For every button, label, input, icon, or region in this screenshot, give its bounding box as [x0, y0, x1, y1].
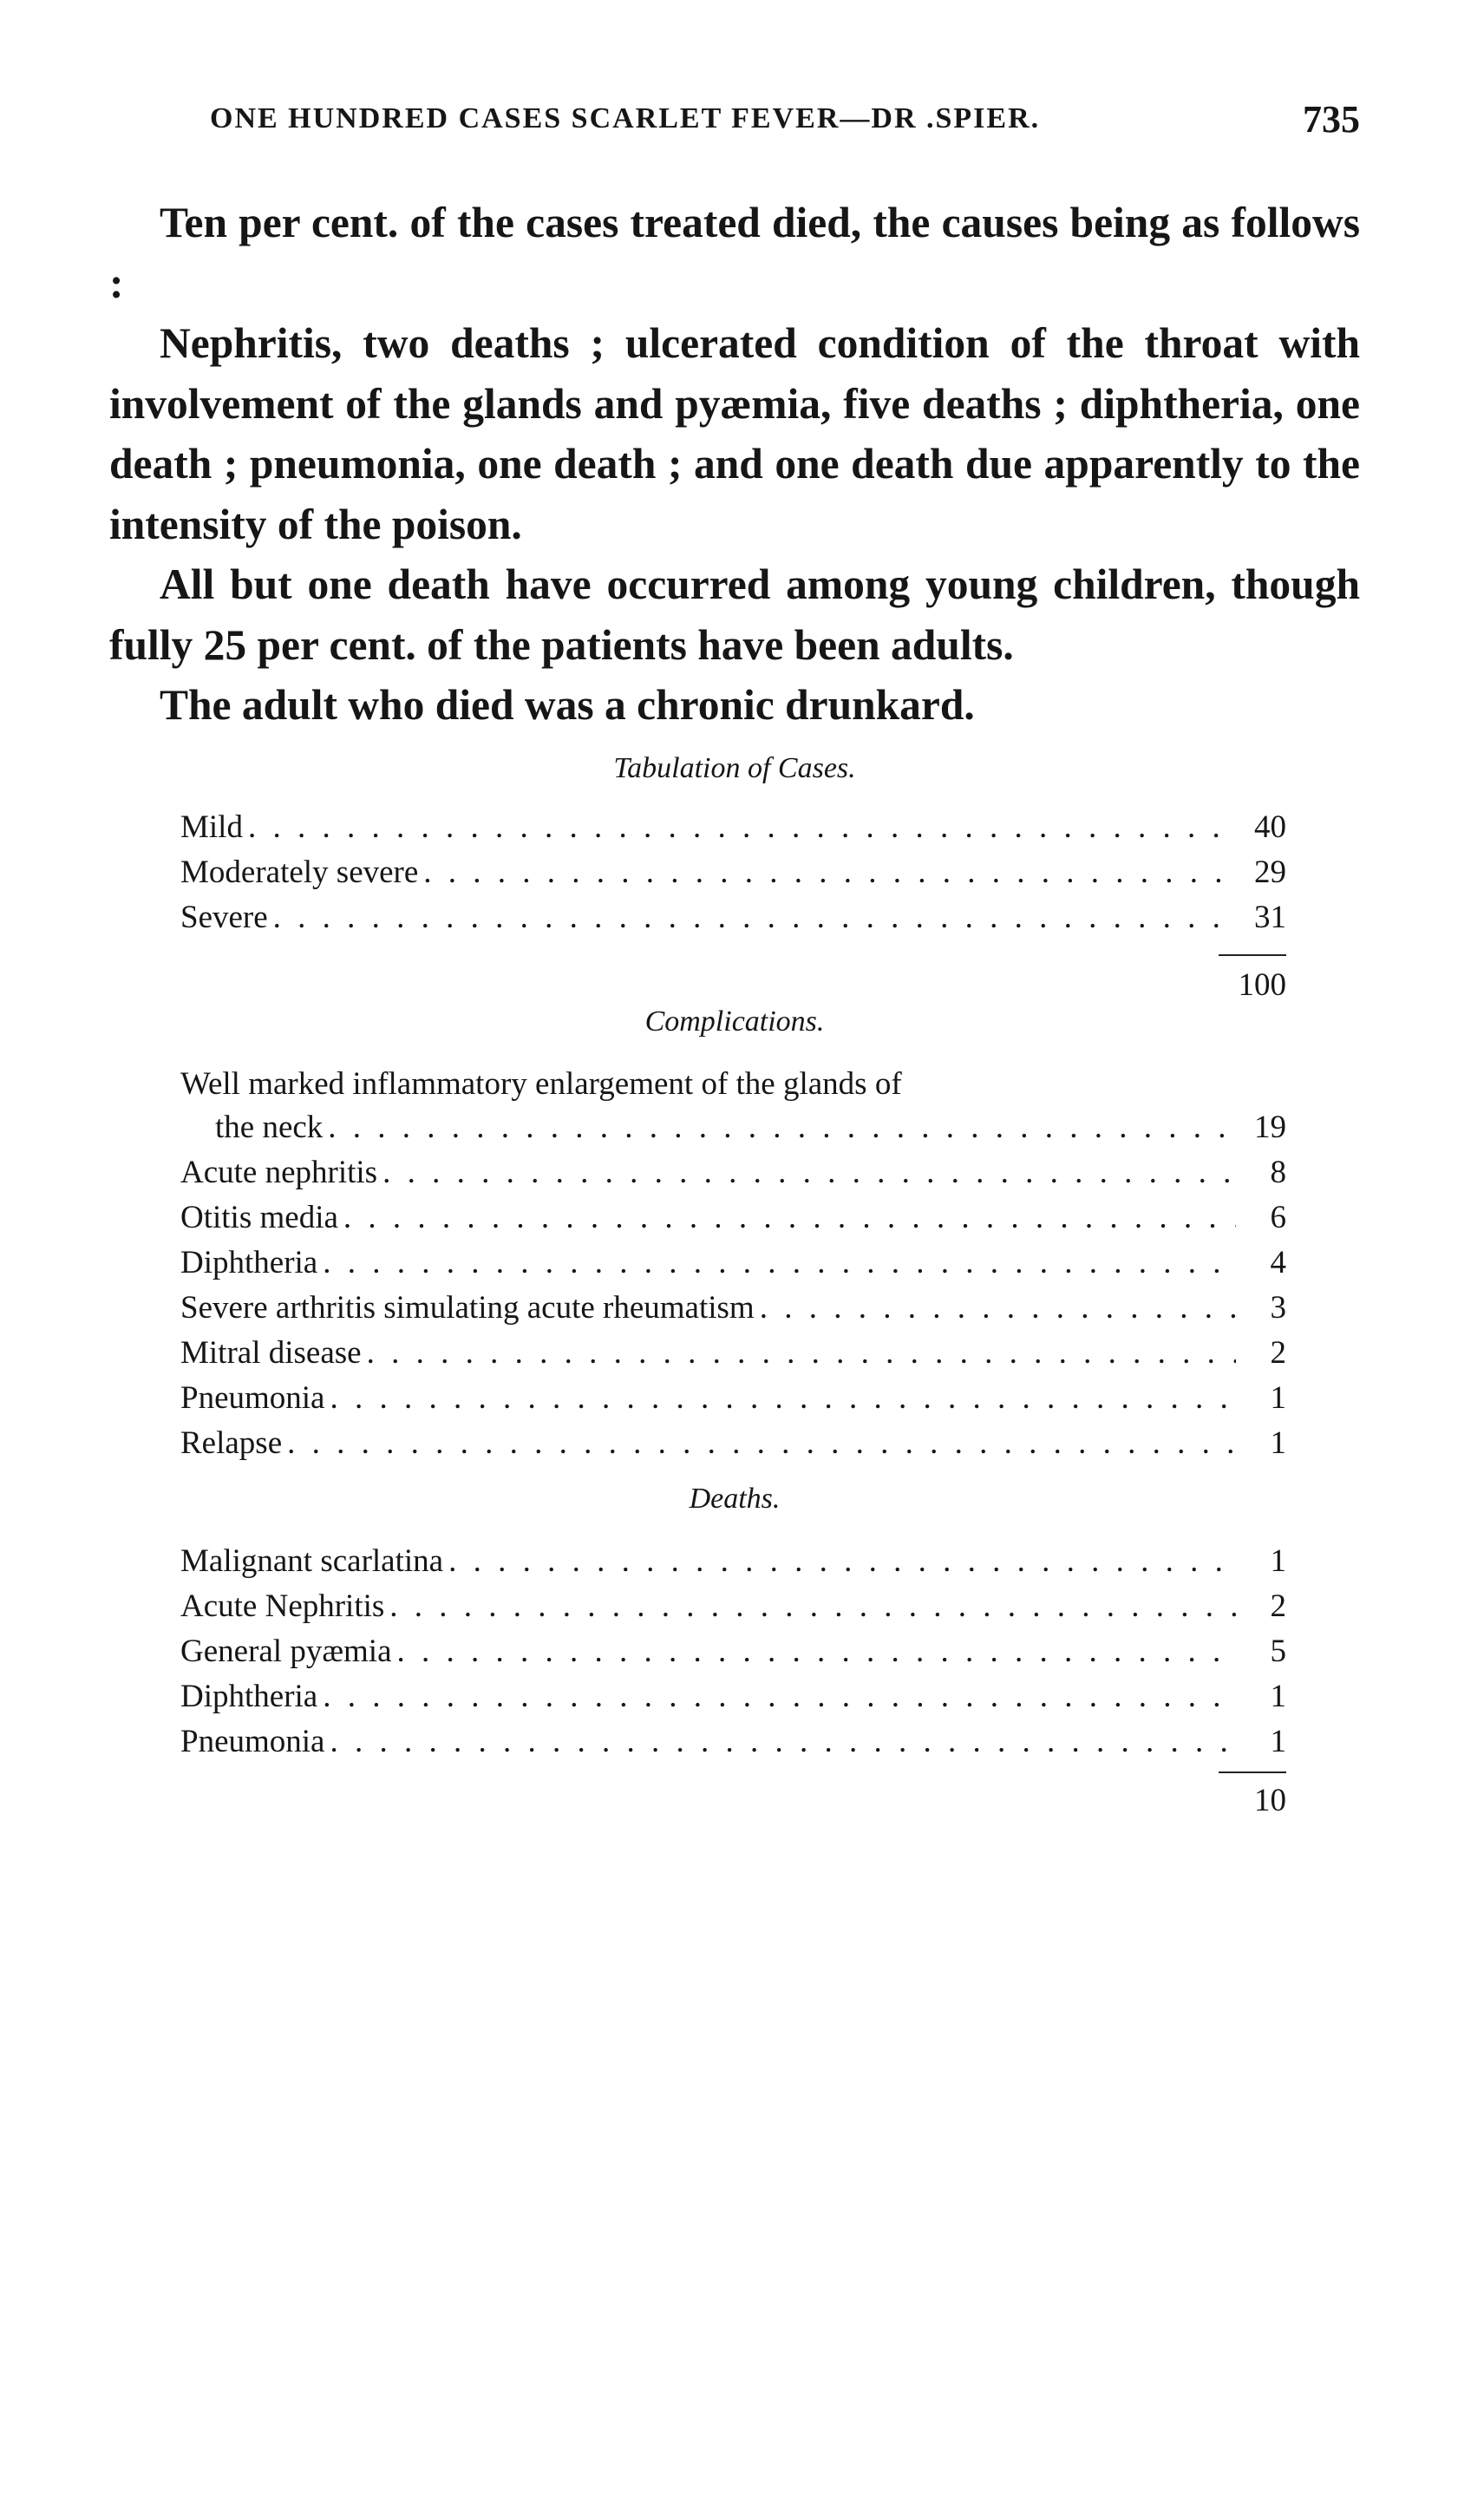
dot-leader — [323, 1678, 1236, 1715]
row-value: 1 — [1270, 1425, 1286, 1461]
tabulation-table — [180, 809, 1286, 944]
table-row — [180, 1633, 1286, 1678]
deaths-heading: Deaths. — [689, 1483, 781, 1515]
row-value: 2 — [1270, 1588, 1286, 1624]
table-row — [180, 1244, 1286, 1289]
table-row — [180, 1588, 1286, 1633]
dot-leader — [287, 1424, 1236, 1462]
row-continuation — [180, 1109, 1286, 1154]
table-row — [180, 809, 1286, 854]
row-value: 40 — [1254, 809, 1286, 845]
body-text — [109, 193, 1360, 736]
row-value: 29 — [1254, 855, 1286, 890]
complications-table — [180, 1065, 1286, 1470]
row-label: Well marked inflammatory enlargement of the glands of — [180, 1066, 902, 1102]
row-label: Pneumonia — [180, 1723, 330, 1760]
paragraph: The adult who died was a chronic drunkard. — [160, 681, 975, 729]
paragraph: All but one death have occurred among young children, though fully 25 per cent. of the patients have been adults. — [109, 560, 1360, 669]
table-row — [180, 1424, 1286, 1470]
row-value: 1 — [1270, 1679, 1286, 1714]
paragraph: Nephritis, two deaths ; ulcerated condition of the throat with involvement of the glands and pyæmia, five deaths ; diphtheria, one death ; pneumonia, one death ; and one death due apparently to the intensity of the poison. — [109, 319, 1360, 548]
row-label: Malignant scarlatina — [180, 1542, 448, 1580]
row-label: Severe arthritis simulating acute rheumatism — [180, 1289, 760, 1326]
paragraph: Ten per cent. of the cases treated died, the causes being as follows : — [109, 199, 1360, 307]
table-row — [180, 1678, 1286, 1723]
row-label: Mild — [180, 809, 248, 846]
table-row — [180, 1154, 1286, 1199]
row-label: Pneumonia — [180, 1379, 330, 1417]
dot-leader — [448, 1542, 1236, 1580]
dot-leader — [760, 1289, 1236, 1326]
table-row — [180, 1334, 1286, 1379]
tabulation-total: 100 — [1238, 967, 1286, 1003]
row-value: 31 — [1254, 900, 1286, 935]
complications-heading: Complications. — [644, 1005, 825, 1038]
row-label: Acute Nephritis — [180, 1588, 389, 1625]
table-row — [180, 1289, 1286, 1334]
row-value: 2 — [1270, 1335, 1286, 1371]
row-value: 19 — [1254, 1110, 1286, 1145]
row-value: 8 — [1270, 1155, 1286, 1190]
row-label: Moderately severe — [180, 854, 423, 891]
table-row — [180, 899, 1286, 944]
row-value: 3 — [1270, 1290, 1286, 1326]
table-row — [180, 1065, 1286, 1154]
deaths-table — [180, 1542, 1286, 1768]
table-row — [180, 1542, 1286, 1588]
row-label: General pyæmia — [180, 1633, 397, 1670]
table-row — [180, 1379, 1286, 1424]
tabulation-heading: Tabulation of Cases. — [613, 752, 856, 784]
table-row — [180, 1199, 1286, 1244]
row-value: 6 — [1270, 1200, 1286, 1235]
dot-leader — [382, 1154, 1236, 1191]
row-label: Otitis media — [180, 1199, 343, 1236]
row-label: Acute nephritis — [180, 1154, 382, 1191]
total-rule — [1219, 954, 1286, 956]
dot-leader — [323, 1244, 1236, 1281]
row-value: 1 — [1270, 1543, 1286, 1579]
dot-leader — [389, 1588, 1236, 1625]
running-title: ONE HUNDRED CASES SCARLET FEVER—DR .SPIER. — [210, 102, 1041, 134]
page-number: 735 — [1303, 98, 1360, 141]
row-label: Relapse — [180, 1424, 287, 1462]
row-label-continued: the neck — [215, 1109, 328, 1146]
row-value: 1 — [1270, 1380, 1286, 1416]
row-value: 1 — [1270, 1724, 1286, 1759]
row-label: Diphtheria — [180, 1678, 323, 1715]
row-value: 5 — [1270, 1634, 1286, 1669]
dot-leader — [397, 1633, 1237, 1670]
table-row — [180, 1723, 1286, 1768]
dot-leader — [343, 1199, 1236, 1236]
row-value: 4 — [1270, 1245, 1286, 1280]
table-row — [180, 854, 1286, 899]
dot-leader — [330, 1723, 1236, 1760]
dot-leader — [328, 1109, 1236, 1146]
dot-leader — [330, 1379, 1236, 1417]
dot-leader — [367, 1334, 1236, 1372]
row-label: Severe — [180, 899, 273, 936]
row-label: Diphtheria — [180, 1244, 323, 1281]
total-rule — [1219, 1771, 1286, 1773]
row-label: Mitral disease — [180, 1334, 367, 1372]
dot-leader — [423, 854, 1236, 891]
deaths-total: 10 — [1254, 1783, 1286, 1818]
dot-leader — [248, 809, 1236, 846]
running-header — [109, 97, 1360, 146]
dot-leader — [273, 899, 1236, 936]
